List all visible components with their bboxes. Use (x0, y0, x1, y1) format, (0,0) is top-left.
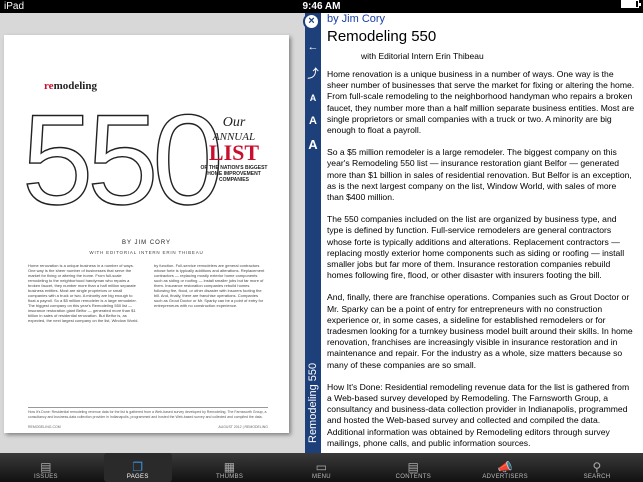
tab-menu[interactable]: ▭ MENU (312, 460, 331, 480)
page-viewer[interactable] (0, 13, 305, 453)
article-paragraph: And, finally, there are franchise operations. Companies such as Grout Doctor or Mr. Sparky can be a point of entry for entrepreneurs with no construction experience or, in some cases, a sideline for established remodelers or for tradesmen looking for a turnkey business model built around their skills. In home renovation, franchises are increasingly visible in insurance restoration and in maintenance and repair. For the industry as a whole, size matters because so many of these companies are so small. (327, 292, 633, 370)
font-size-medium-button[interactable]: A (309, 115, 317, 127)
vertical-article-title: Remodeling 550 (307, 362, 319, 443)
pages-icon: ❐ (132, 460, 144, 474)
tab-issues[interactable]: ▤ ISSUES (34, 460, 58, 480)
article-paragraph: How It's Done: Residential remodeling revenue data for the list is gathered from a Web-based survey developed by Remodeling. The Farnsworth Group, a consultancy and business-data collection provider in Indianapolis, programmed and hosted the Web-based survey and collected and compiled the data. Additional information was obtained by Remodeling editors through survey mailings, phone calls, and public information sources. (327, 381, 630, 448)
tab-search[interactable]: ⚲ SEARCH (583, 460, 611, 480)
article-body (327, 69, 635, 453)
carrier-label: iPad (4, 1, 25, 12)
article-paragraph: The 550 companies included on the list are organized by business type, and type is defined by function. Full-service remodelers are general contractors whose forte is typically additions and alterations. Replacement contractors — replacing mostly exterior home components such as siding or roofing — install smaller jobs but far more of them. Insurance restoration companies rebuild homes following fire, flood, or other disaster with insurers footing the bill. (327, 214, 625, 281)
page-footer: REMODELING.COM AUGUST 2012 | REMODELING (28, 425, 268, 429)
page-byline: BY JIM CORY (121, 240, 172, 246)
page-byline-credit: WITH EDITORIAL INTERN ERIN THIBEAU (89, 250, 204, 255)
bottom-tab-bar (0, 453, 643, 482)
issues-icon: ▤ (40, 460, 52, 474)
menu-icon: ▭ (315, 460, 328, 474)
status-bar (0, 0, 643, 13)
article-credit: with Editorial Intern Erin Thibeau (361, 51, 484, 61)
article-title: Remodeling 550 (327, 28, 437, 45)
battery-icon (621, 0, 639, 8)
article-paragraph: So a $5 million remodeler is a large remodeler. The biggest company on this year's Remodeling 550 list — insurance restoration giant Belfor — generated more than $1 billion in sales of residential renovation. But Belfor is an exception, as is the next largest company on the list, Window World, with sales of more than $400 million. (327, 147, 632, 203)
magazine-logo: remodeling (44, 80, 97, 92)
tab-thumbs[interactable]: ▦ THUMBS (216, 460, 244, 480)
article-author[interactable]: by Jim Cory (327, 13, 386, 25)
tab-contents[interactable]: ▤ CONTENTS (395, 460, 431, 480)
status-time: 9:46 AM (302, 1, 341, 12)
page-column-1: Home renovation is a unique business in a number of ways. One way is the sheer number of businesses that serve the market for fixing or altering the home. From full-scale remodeling to the neighborhood handyman who repairs a broken faucet, they number more than a half million separate business entities. Most are single proprietors or small companies with a truck or two. A minority are big enough to float a payroll. So a $5 million remodeler is a large remodeler. The biggest company on this year's Remodeling 550 list — insurance restoration giant Belfor — generated more than $1 billion in sales of residential renovation. But Belfor is, as expected, the next largest company on the list, Window World. (28, 263, 139, 323)
battery-indicator (621, 0, 639, 8)
magazine-page[interactable] (4, 35, 289, 433)
close-article-button[interactable]: × (303, 13, 320, 30)
back-arrow-icon[interactable]: ← (307, 41, 319, 53)
tab-pages[interactable]: ❐ PAGES (104, 453, 172, 482)
page-column-2: by function. Full-service remodelers are general contractors whose forte is typically additions and alterations. Replacement contractors — replacing mostly exterior home components such as siding or roofing — install smaller jobs but far more of them. Insurance restoration companies rebuild homes following fire, flood, or other disaster with insurers footing the bill. And, finally, there are franchise operations. Companies such as Grout Doctor or Mr. Sparky can be a point of entry for entrepreneurs with no construction experience. (154, 263, 265, 308)
font-size-large-button[interactable]: A (308, 137, 318, 152)
annual-list-badge: Our ANNUAL LIST OF THE NATION'S BIGGEST HOME IMPROVEMENT COMPANIES (200, 115, 268, 183)
contents-icon: ▤ (407, 460, 420, 474)
tab-advertisers[interactable]: 📣 ADVERTISERS (482, 460, 528, 480)
font-size-small-button[interactable]: A (309, 93, 317, 103)
article-paragraph: Home renovation is a unique business in a number of ways. One way is the sheer number of businesses that serve the market for fixing or altering the home. From full-scale remodeling to the neighborhood handyman who repairs a broken faucet, they number more than a half million separate business entities. Most are single proprietors or small companies with a truck or two. A minority are big enough to float a payroll. (327, 69, 635, 136)
cover-number: 550 (22, 89, 218, 232)
page-footnote: How It's Done: Residential remodeling revenue data for the list is gathered from a Web-based survey developed by Remodeling. The Farnsworth Group, a consultancy and business-data collection provider in Indianapolis, programmed and hosted the Web-based survey and collected and compiled the data. (28, 407, 268, 419)
article-pane[interactable] (321, 13, 643, 453)
search-icon: ⚲ (592, 460, 602, 474)
megaphone-icon: 📣 (497, 460, 513, 474)
share-icon[interactable]: ⤴ (307, 68, 319, 80)
thumbs-icon: ▦ (223, 460, 236, 474)
